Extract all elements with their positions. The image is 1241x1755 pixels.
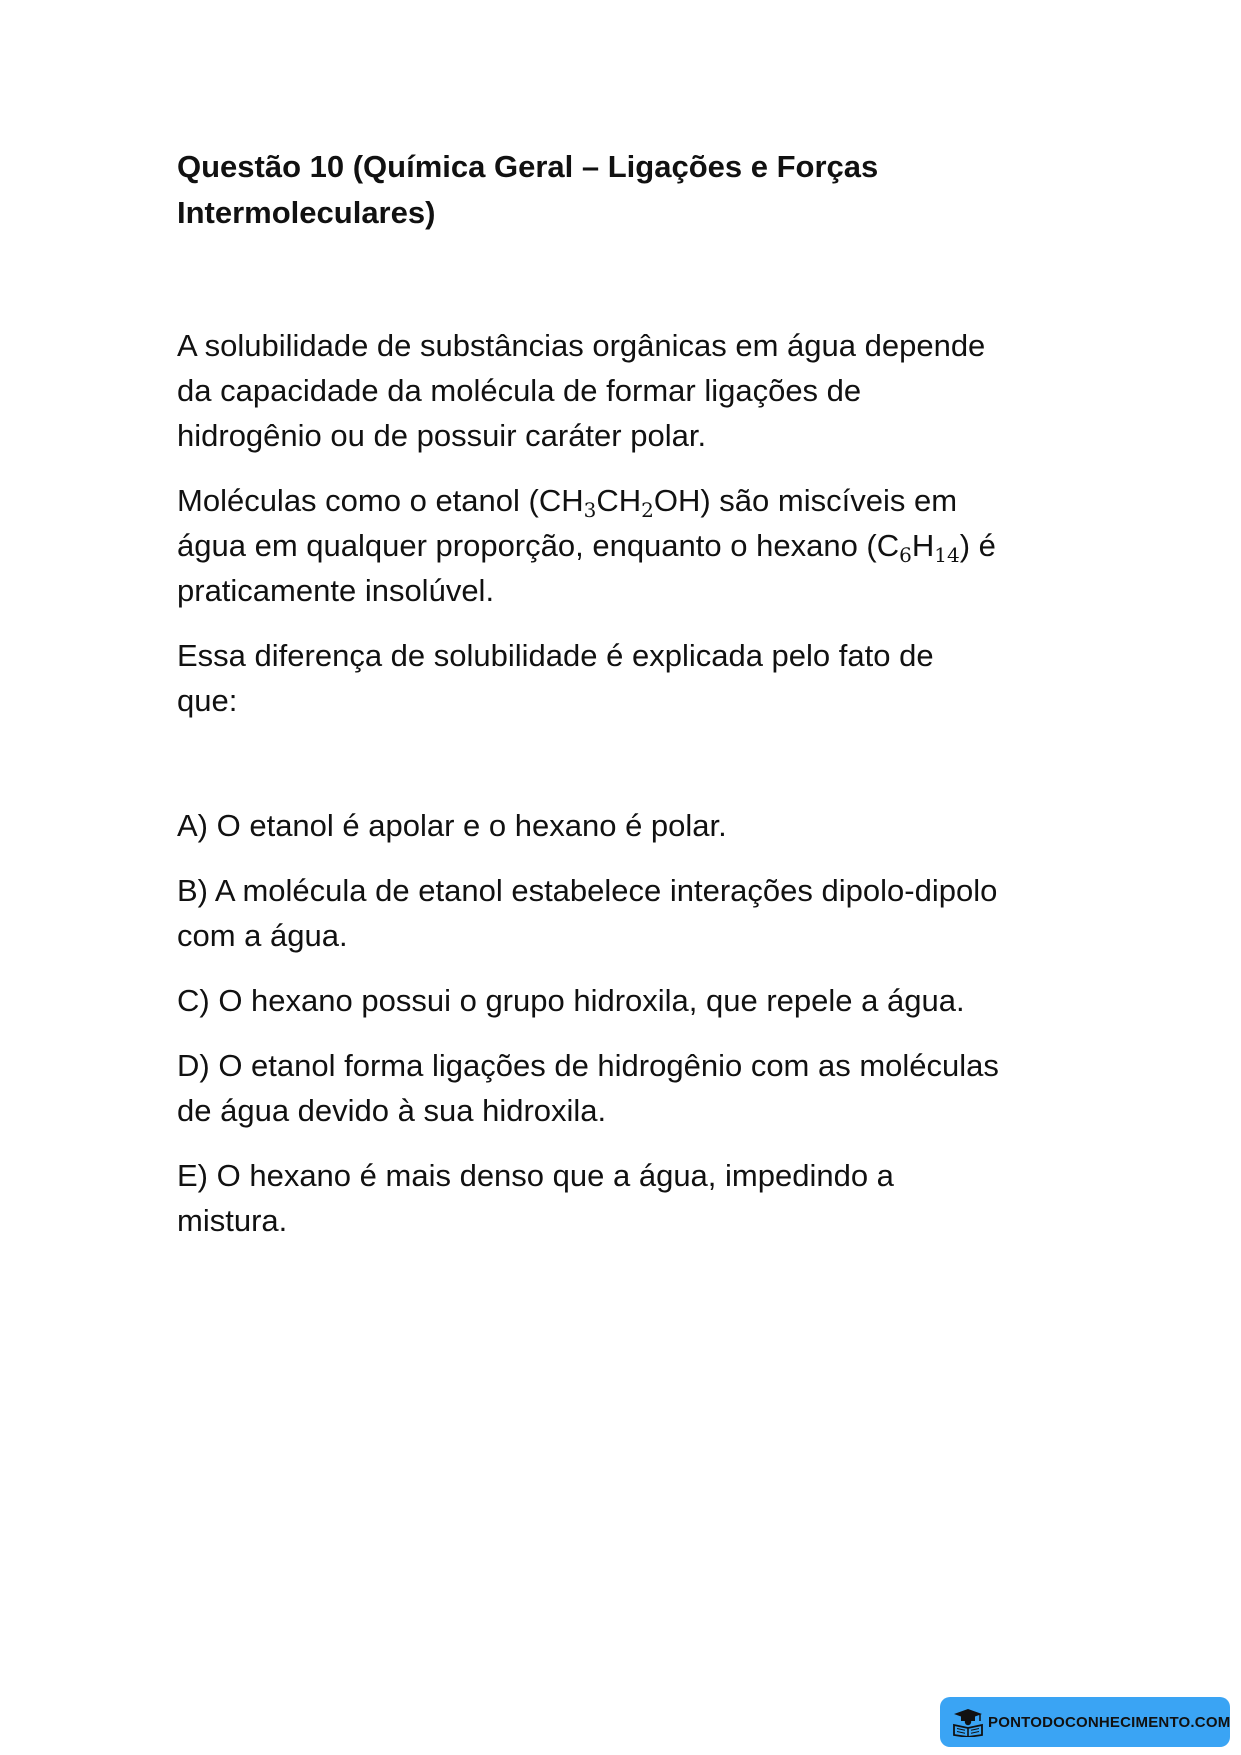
intro-paragraph-1 — [177, 323, 1077, 458]
intro-p1-line-3: hidrogênio ou de possuir caráter polar. — [177, 418, 707, 453]
question-content — [177, 144, 1077, 1243]
hexane-text-b: H — [911, 528, 935, 563]
intro-paragraph-3 — [177, 633, 1077, 723]
hexane-subscript-6: 6 — [899, 543, 912, 567]
hexane-subscript-14: 14 — [934, 543, 960, 567]
site-watermark-badge[interactable] — [940, 1697, 1230, 1747]
option-a-text: A) O etanol é apolar e o hexano é polar. — [177, 808, 727, 843]
intro-p3-line-2: que: — [177, 683, 238, 718]
intro-p1-line-1: A solubilidade de substâncias orgânicas em água depende — [177, 328, 986, 363]
option-d-line-2: de água devido à sua hidroxila. — [177, 1093, 607, 1128]
option-b-line-2: com a água. — [177, 918, 348, 953]
ethanol-subscript-3: 3 — [583, 498, 597, 522]
intro-p1-line-2: da capacidade da molécula de formar ligações de — [177, 373, 862, 408]
ethanol-subscript-2: 2 — [641, 498, 654, 522]
question-title-line-1: Questão 10 (Química Geral – Ligações e Forças — [177, 149, 879, 184]
option-a — [177, 803, 1077, 848]
option-b-line-1: B) A molécula de etanol estabelece interações dipolo-dipolo — [177, 873, 998, 908]
intro-p3-line-1: Essa diferença de solubilidade é explicada pelo fato de — [177, 638, 934, 673]
graduate-reading-book-icon — [950, 1707, 986, 1737]
question-title-line-2: Intermoleculares) — [177, 195, 436, 230]
option-d-line-1: D) O etanol forma ligações de hidrogênio com as moléculas — [177, 1048, 999, 1083]
answer-options — [177, 803, 1077, 1243]
option-e-line-2: mistura. — [177, 1203, 288, 1238]
option-e — [177, 1153, 1077, 1243]
hexane-text-a: água em qualquer proporção, enquanto o hexano (C — [177, 528, 900, 563]
question-title — [177, 144, 1077, 236]
option-d — [177, 1043, 1077, 1133]
option-c-text: C) O hexano possui o grupo hidroxila, que repele a água. — [177, 983, 965, 1018]
intro-paragraph-2 — [177, 478, 1077, 613]
ethanol-text-c: OH) são miscíveis em — [653, 483, 958, 518]
ethanol-text-b: CH — [596, 483, 642, 518]
option-b — [177, 868, 1077, 958]
ethanol-text-a: Moléculas como o etanol (CH — [177, 483, 584, 518]
site-watermark-text: PONTODOCONHECIMENTO.COM — [988, 1713, 1231, 1731]
intro-p2-line-3: praticamente insolúvel. — [177, 573, 495, 608]
option-c — [177, 978, 1077, 1023]
option-e-line-1: E) O hexano é mais denso que a água, impedindo a — [177, 1158, 894, 1193]
hexane-text-c: ) é — [959, 528, 996, 563]
